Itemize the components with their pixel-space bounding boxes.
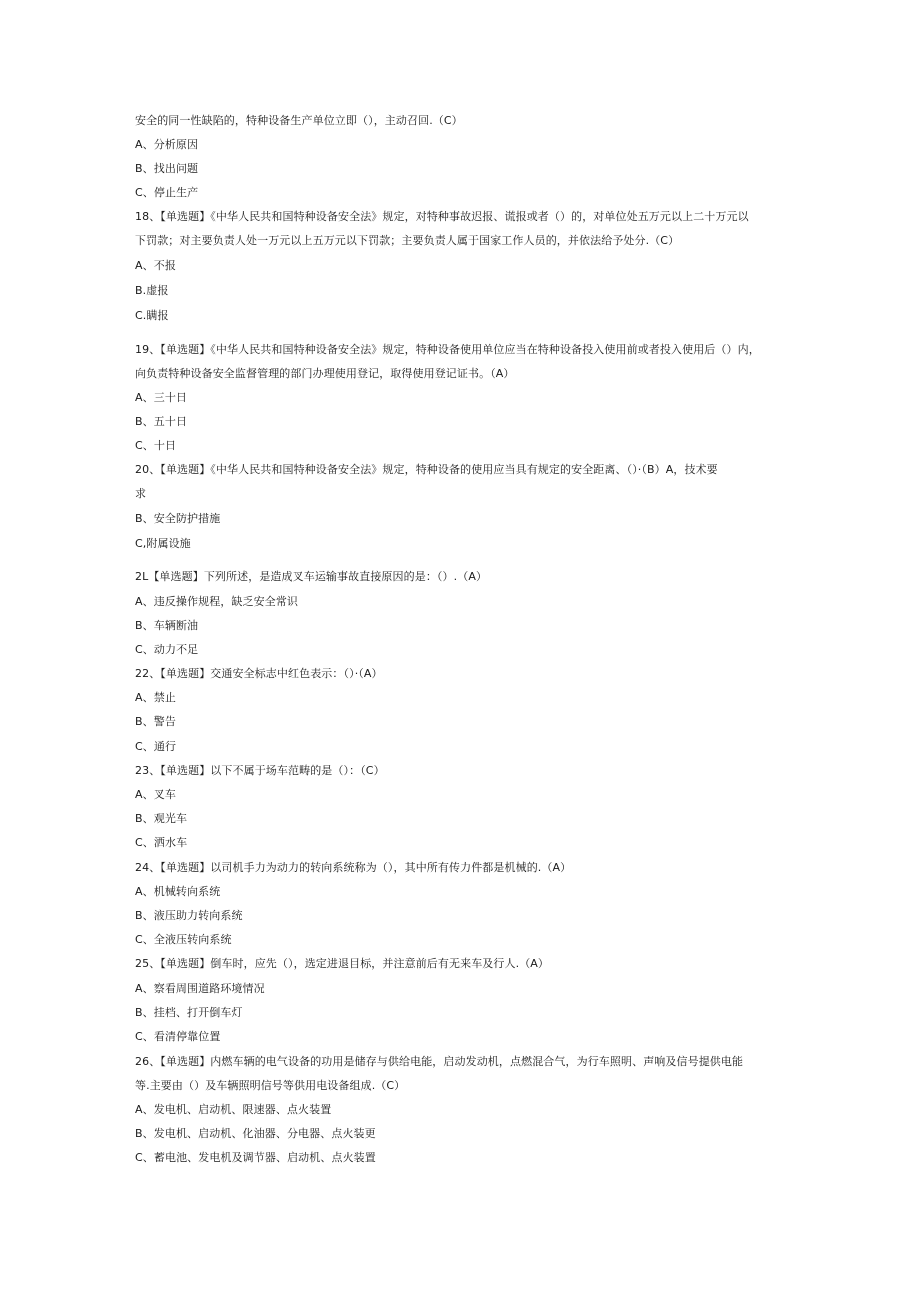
answer-option: C、看清停靠位置 [135, 1030, 221, 1043]
answer-option: B、车辆断油 [135, 619, 199, 632]
answer-option: B、找出问题 [135, 162, 199, 175]
question-text: 18、【单选题】《中华人民共和国特种设备安全法》规定，对特种事故迟报、谎报或者（）的，对单位处五万元以上二十万元以 [135, 210, 749, 223]
text-line: 安全的同一性缺陷的，特种设备生产单位立即（），主动召回.（C） [135, 114, 463, 127]
question-text: 26、【单选题】内燃车辆的电气设备的功用是储存与供给电能，启动发动机，点燃混合气，为行车照明、声响及信号提供电能 [135, 1055, 744, 1068]
answer-option: B、警告 [135, 715, 176, 728]
question-text: 求 [135, 487, 147, 500]
question-text: 2L【单选题】下列所述，是造成叉车运输事故直接原因的是：（）.（A） [135, 570, 488, 583]
answer-option: B、发电机、启动机、化油器、分电器、点火装更 [135, 1127, 376, 1140]
question-text: 等.主要由（）及车辆照明信号等供用电设备组成.（C） [135, 1079, 406, 1092]
answer-option: C、通行 [135, 740, 177, 753]
answer-option: C.瞒报 [135, 309, 169, 322]
answer-option: A、违反操作规程，缺乏安全常识 [135, 595, 299, 608]
answer-option: A、不报 [135, 259, 176, 272]
question-text: 下罚款；对主要负责人处一万元以上五万元以下罚款；主要负责人属于国家工作人员的，并依法给予处分.（C） [135, 234, 680, 247]
question-text: 22、【单选题】交通安全标志中红色表示：（）·（A） [135, 667, 383, 680]
answer-option: B、五十日 [135, 415, 188, 428]
answer-option: C、洒水车 [135, 836, 188, 849]
answer-option: C,附属设施 [135, 537, 191, 550]
question-text: 23、【单选题】以下不属于场车范畴的是（）：（C） [135, 764, 385, 777]
answer-option: A、发电机、启动机、限速器、点火装置 [135, 1103, 332, 1116]
answer-option: C、蓄电池、发电机及调节器、启动机、点火装置 [135, 1151, 376, 1164]
question-text: 向负责特种设备安全监督管理的部门办理使用登记，取得使用登记证书。（A） [135, 367, 515, 380]
answer-option: B、挂档、打开倒车灯 [135, 1006, 243, 1019]
answer-option: B、液压助力转向系统 [135, 909, 243, 922]
answer-option: A、三十日 [135, 391, 188, 404]
answer-option: A、禁止 [135, 691, 176, 704]
answer-option: B、安全防护措施 [135, 512, 221, 525]
answer-option: C、全液压转向系统 [135, 933, 232, 946]
answer-option: A、叉车 [135, 788, 176, 801]
question-text: 25、【单选题】倒车时，应先（），选定进退目标，并注意前后有无来车及行人.（A） [135, 957, 550, 970]
answer-option: C、停止生产 [135, 186, 199, 199]
answer-option: A、分析原因 [135, 138, 199, 151]
answer-option: A、察看周围道路环境情况 [135, 982, 265, 995]
question-text: 19、【单选题】《中华人民共和国特种设备安全法》规定，特种设备使用单位应当在特种设备投入使用前或者投入使用后（）内， [135, 343, 760, 356]
answer-option: C、十日 [135, 439, 177, 452]
answer-option: B、观光车 [135, 812, 188, 825]
question-text: 20、【单选题】《中华人民共和国特种设备安全法》规定，特种设备的使用应当具有规定的安全距离、（）·（B）A，技术要 [135, 463, 718, 476]
question-text: 24、【单选题】以司机手力为动力的转向系统称为（），其中所有传力件都是机械的.（A） [135, 861, 572, 874]
answer-option: B.虚报 [135, 284, 169, 297]
answer-option: A、机械转向系统 [135, 885, 221, 898]
answer-option: C、动力不足 [135, 643, 199, 656]
